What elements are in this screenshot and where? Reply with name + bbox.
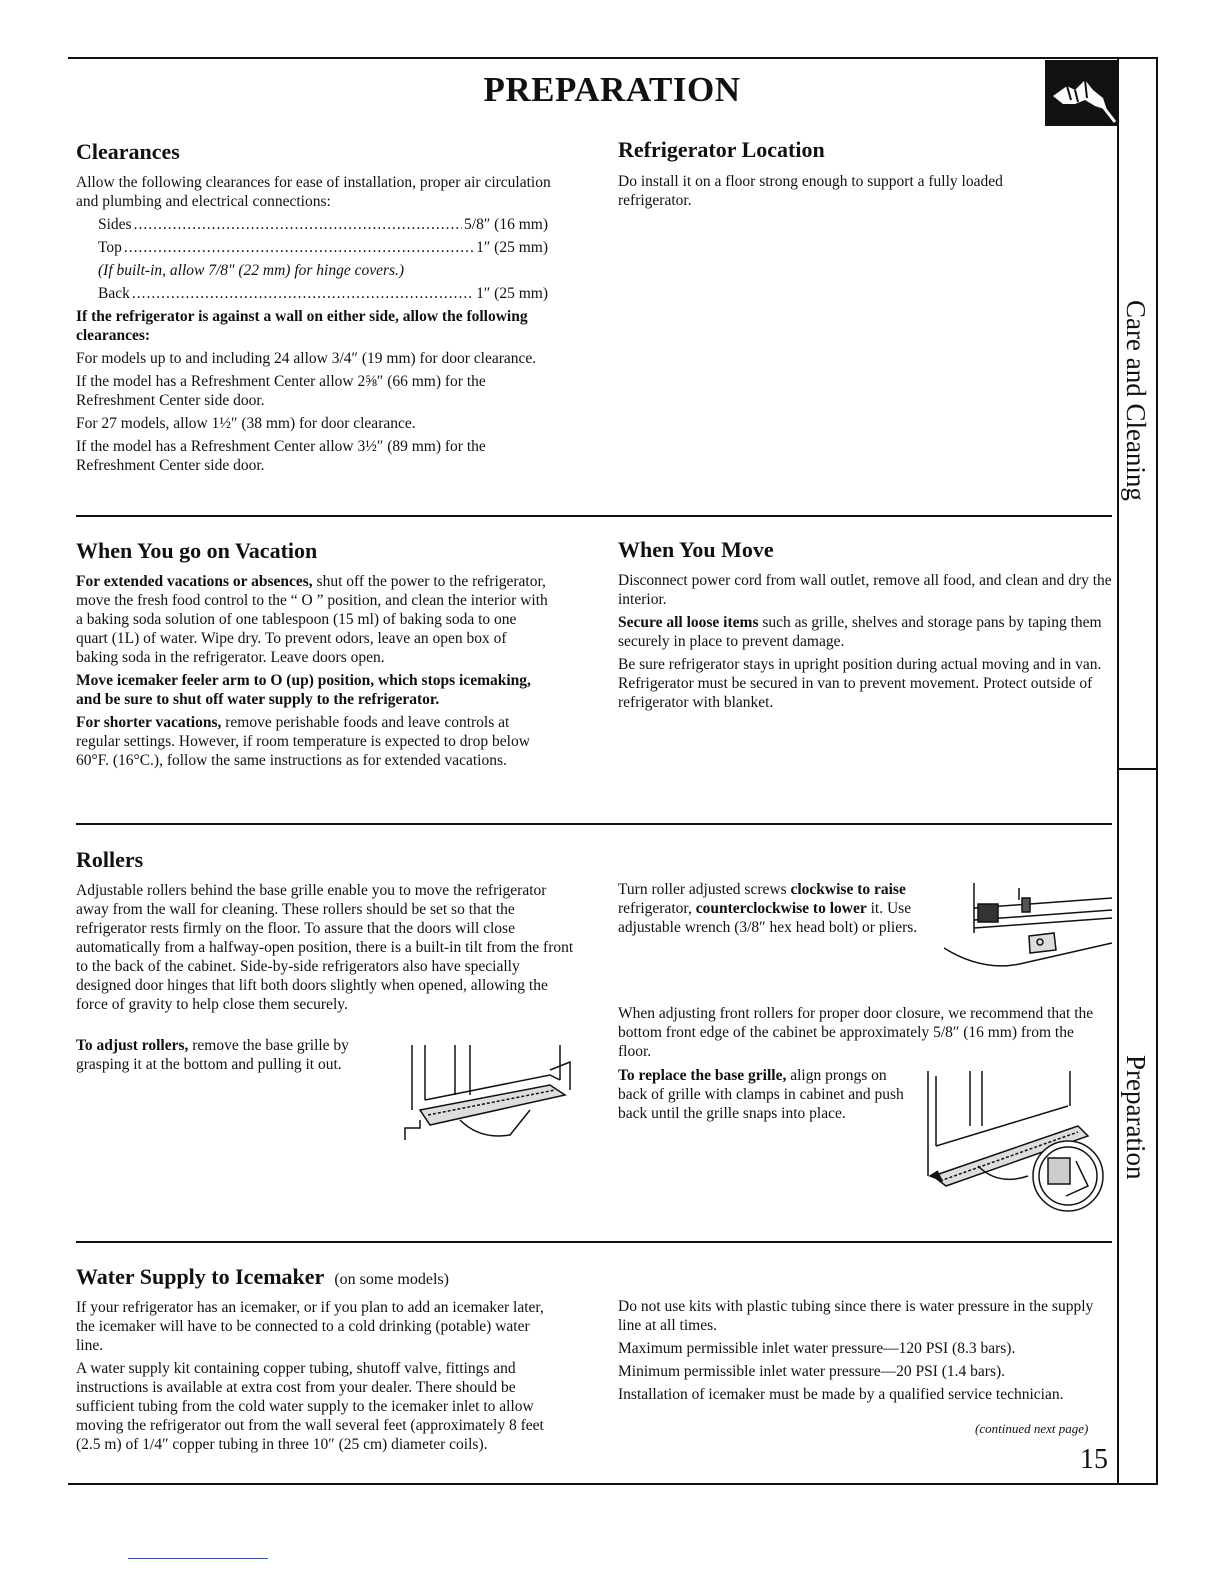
section-divider-2: [76, 823, 1112, 825]
water-right-body: [618, 1297, 1108, 1408]
rollers-adjust-label: To adjust rollers,: [76, 1037, 189, 1054]
vacation-shorter-text: remove perishable foods and leave controls at regular settings. However, if room temperature is expected to drop below 60°F. (16°C.), follow the same instructions as for extended vacations.: [76, 714, 530, 769]
wall-clearance-heading: If the refrigerator is against a wall on either side, allow the following clearances:: [76, 308, 528, 344]
wall-para: If the model has a Refreshment Center allow 3½″ (89 mm) for the Refreshment Center side door.: [76, 438, 486, 474]
location-heading: Refrigerator Location: [618, 137, 825, 162]
sidebar-border: [1117, 57, 1119, 1485]
rollers-turn-text-d: it. Use adjustable wrench (3/8″ hex head bolt) or pliers.: [618, 900, 918, 936]
hinge-cover-note: (If built-in, allow 7/8″ (22 mm) for hinge covers.): [98, 262, 405, 279]
wall-para: For models up to and including 24 allow 3/4″ (19 mm) for door clearance.: [76, 350, 537, 367]
water-installation-note: Installation of icemaker must be made by a qualified service technician.: [618, 1386, 1064, 1403]
move-body: [618, 571, 1113, 716]
rollers-adjust: [76, 1036, 391, 1074]
location-text: Do install it on a floor strong enough to support a fully loaded refrigerator.: [618, 173, 1003, 209]
clearance-value: 1″ (25 mm): [476, 239, 548, 256]
clearance-label: Top: [98, 239, 122, 256]
water-min-pressure: Minimum permissible inlet water pressure—20 PSI (1.4 bars).: [618, 1363, 1006, 1380]
move-para-2: [618, 613, 1113, 651]
move-secure-text: such as grille, shelves and storage pans by taping them securely in place to prevent damage.: [618, 614, 1102, 650]
water-para-3: Do not use kits with plastic tubing since there is water pressure in the supply line at all times.: [618, 1298, 1094, 1334]
grille-removal-illustration: [400, 1040, 575, 1150]
vacation-shorter-label: For shorter vacations,: [76, 714, 222, 731]
rollers-front-adjust: When adjusting front rollers for proper door closure, we recommend that the bottom front edge of the cabinet be approximately 5/8″ (16 mm) from the floor.: [618, 1005, 1094, 1060]
water-max-pressure: Maximum permissible inlet water pressure—120 PSI (8.3 bars).: [618, 1340, 1016, 1357]
water-heading: [76, 1264, 449, 1290]
rollers-adjust-text: remove the base grille by grasping it at the bottom and pulling it out.: [76, 1037, 349, 1073]
water-para-1: If your refrigerator has an icemaker, or if you plan to add an icemaker later, the icemaker will have to be connected to a cold drinking (potable) water line.: [76, 1299, 544, 1354]
clearances-heading: Clearances: [76, 139, 180, 164]
rollers-intro: Adjustable rollers behind the base grille enable you to move the refrigerator away from the wall for cleaning. These rollers should be set so that the refrigerator rests firmly on the floor. To assure that the doors will close automatically from a halfway-open position, there is a built-in tilt from the front to the back of the cabinet. Side-by-side refrigerators also have specially designed door hinges that lift both doors slightly when opened, allowing the force of gravity to help close them securely.: [76, 882, 574, 1013]
rollers-heading: Rollers: [76, 847, 144, 872]
sidebar-tab-preparation[interactable]: Preparation: [1121, 1055, 1151, 1180]
clearance-row-back: [98, 284, 548, 303]
vacation-icemaker-note: Move icemaker feeler arm to O (up) position, which stops icemaking, and be sure to shut off water supply to the refrigerator.: [76, 672, 531, 708]
wall-para: For 27 models, allow 1½″ (38 mm) for door clearance.: [76, 415, 416, 432]
water-left-body: [76, 1298, 554, 1458]
clearances-intro: Allow the following clearances for ease of installation, proper air circulation and plumbing and electrical connections:: [76, 174, 551, 210]
move-para-1: Disconnect power cord from wall outlet, remove all food, and clean and dry the interior.: [618, 572, 1112, 608]
move-heading: When You Move: [618, 537, 774, 562]
clearance-value: 5/8″ (16 mm): [464, 216, 548, 233]
clearance-row-top: [98, 238, 548, 257]
rollers-turn: [618, 880, 948, 937]
sidebar-outer-border: [1156, 57, 1158, 1485]
grille-replace-illustration: [918, 1066, 1108, 1246]
clearance-row-sides: [98, 215, 548, 234]
rollers-counterclockwise: counterclockwise to lower: [695, 900, 867, 917]
wall-para: If the model has a Refreshment Center allow 2⅝″ (66 mm) for the Refreshment Center side door.: [76, 373, 486, 409]
water-para-2: A water supply kit containing copper tubing, shutoff valve, fittings and instructions is available at extra cost from your dealer. There should be sufficient tubing from the cold water supply to the icemaker inlet to allow moving the refrigerator out from the wall several feet (approximately 8 feet (2.5 m) of 1/4″ copper tubing in three 10″ (25 cm) diameter coils).: [76, 1360, 544, 1453]
rollers-turn-text-a: Turn roller adjusted screws: [618, 881, 791, 898]
vacation-extended-text: shut off the power to the refrigerator, move the fresh food control to the “ O ” position, and clean the interior with a baking soda solution of one tablespoon (15 ml) of baking soda to one quart (1L) of water. Wipe dry. To prevent odors, leave an open box of baking soda in the refrigerator. Leave doors open.: [76, 573, 548, 666]
bottom-rule: [68, 1483, 1158, 1485]
rollers-replace-text: align prongs on back of grille with clamps in cabinet and push back until the grille snaps into place.: [618, 1067, 904, 1122]
vacation-heading: When You go on Vacation: [76, 538, 318, 563]
top-rule: [68, 57, 1158, 59]
clearance-label: Back: [98, 285, 130, 302]
move-secure-label: Secure all loose items: [618, 614, 759, 631]
roller-screw-illustration: [944, 878, 1114, 973]
sidebar-tab-divider: [1117, 768, 1158, 770]
page-number: 15: [1080, 1444, 1108, 1475]
footer-mark: [128, 1558, 268, 1559]
rollers-clockwise: clockwise to raise: [790, 881, 906, 898]
vacation-body: [76, 572, 551, 774]
vacation-para-3: [76, 713, 551, 770]
clearance-value: 1″ (25 mm): [476, 285, 548, 302]
section-divider-1: [76, 515, 1112, 517]
rollers-replace-label: To replace the base grille,: [618, 1067, 787, 1084]
vacation-para-1: [76, 572, 551, 667]
rollers-turn-text-c: refrigerator,: [618, 900, 696, 917]
rollers-replace: [618, 1066, 918, 1123]
clearance-label: Sides: [98, 216, 132, 233]
hand-icon: [1045, 60, 1119, 126]
vacation-extended-label: For extended vacations or absences,: [76, 573, 313, 590]
sidebar-tab-care-cleaning[interactable]: Care and Cleaning: [1121, 300, 1151, 501]
clearances-body: [76, 173, 556, 479]
move-para-3: Be sure refrigerator stays in upright position during actual moving and in van. Refrigerator must be secured in van to prevent movement. Protect outside of refrigerator with blanket.: [618, 656, 1102, 711]
continued-note: (continued next page): [975, 1421, 1089, 1436]
water-heading-title: Water Supply to Icemaker: [76, 1264, 325, 1289]
page-title: PREPARATION: [483, 70, 741, 109]
water-heading-note: (on some models): [334, 1271, 449, 1288]
